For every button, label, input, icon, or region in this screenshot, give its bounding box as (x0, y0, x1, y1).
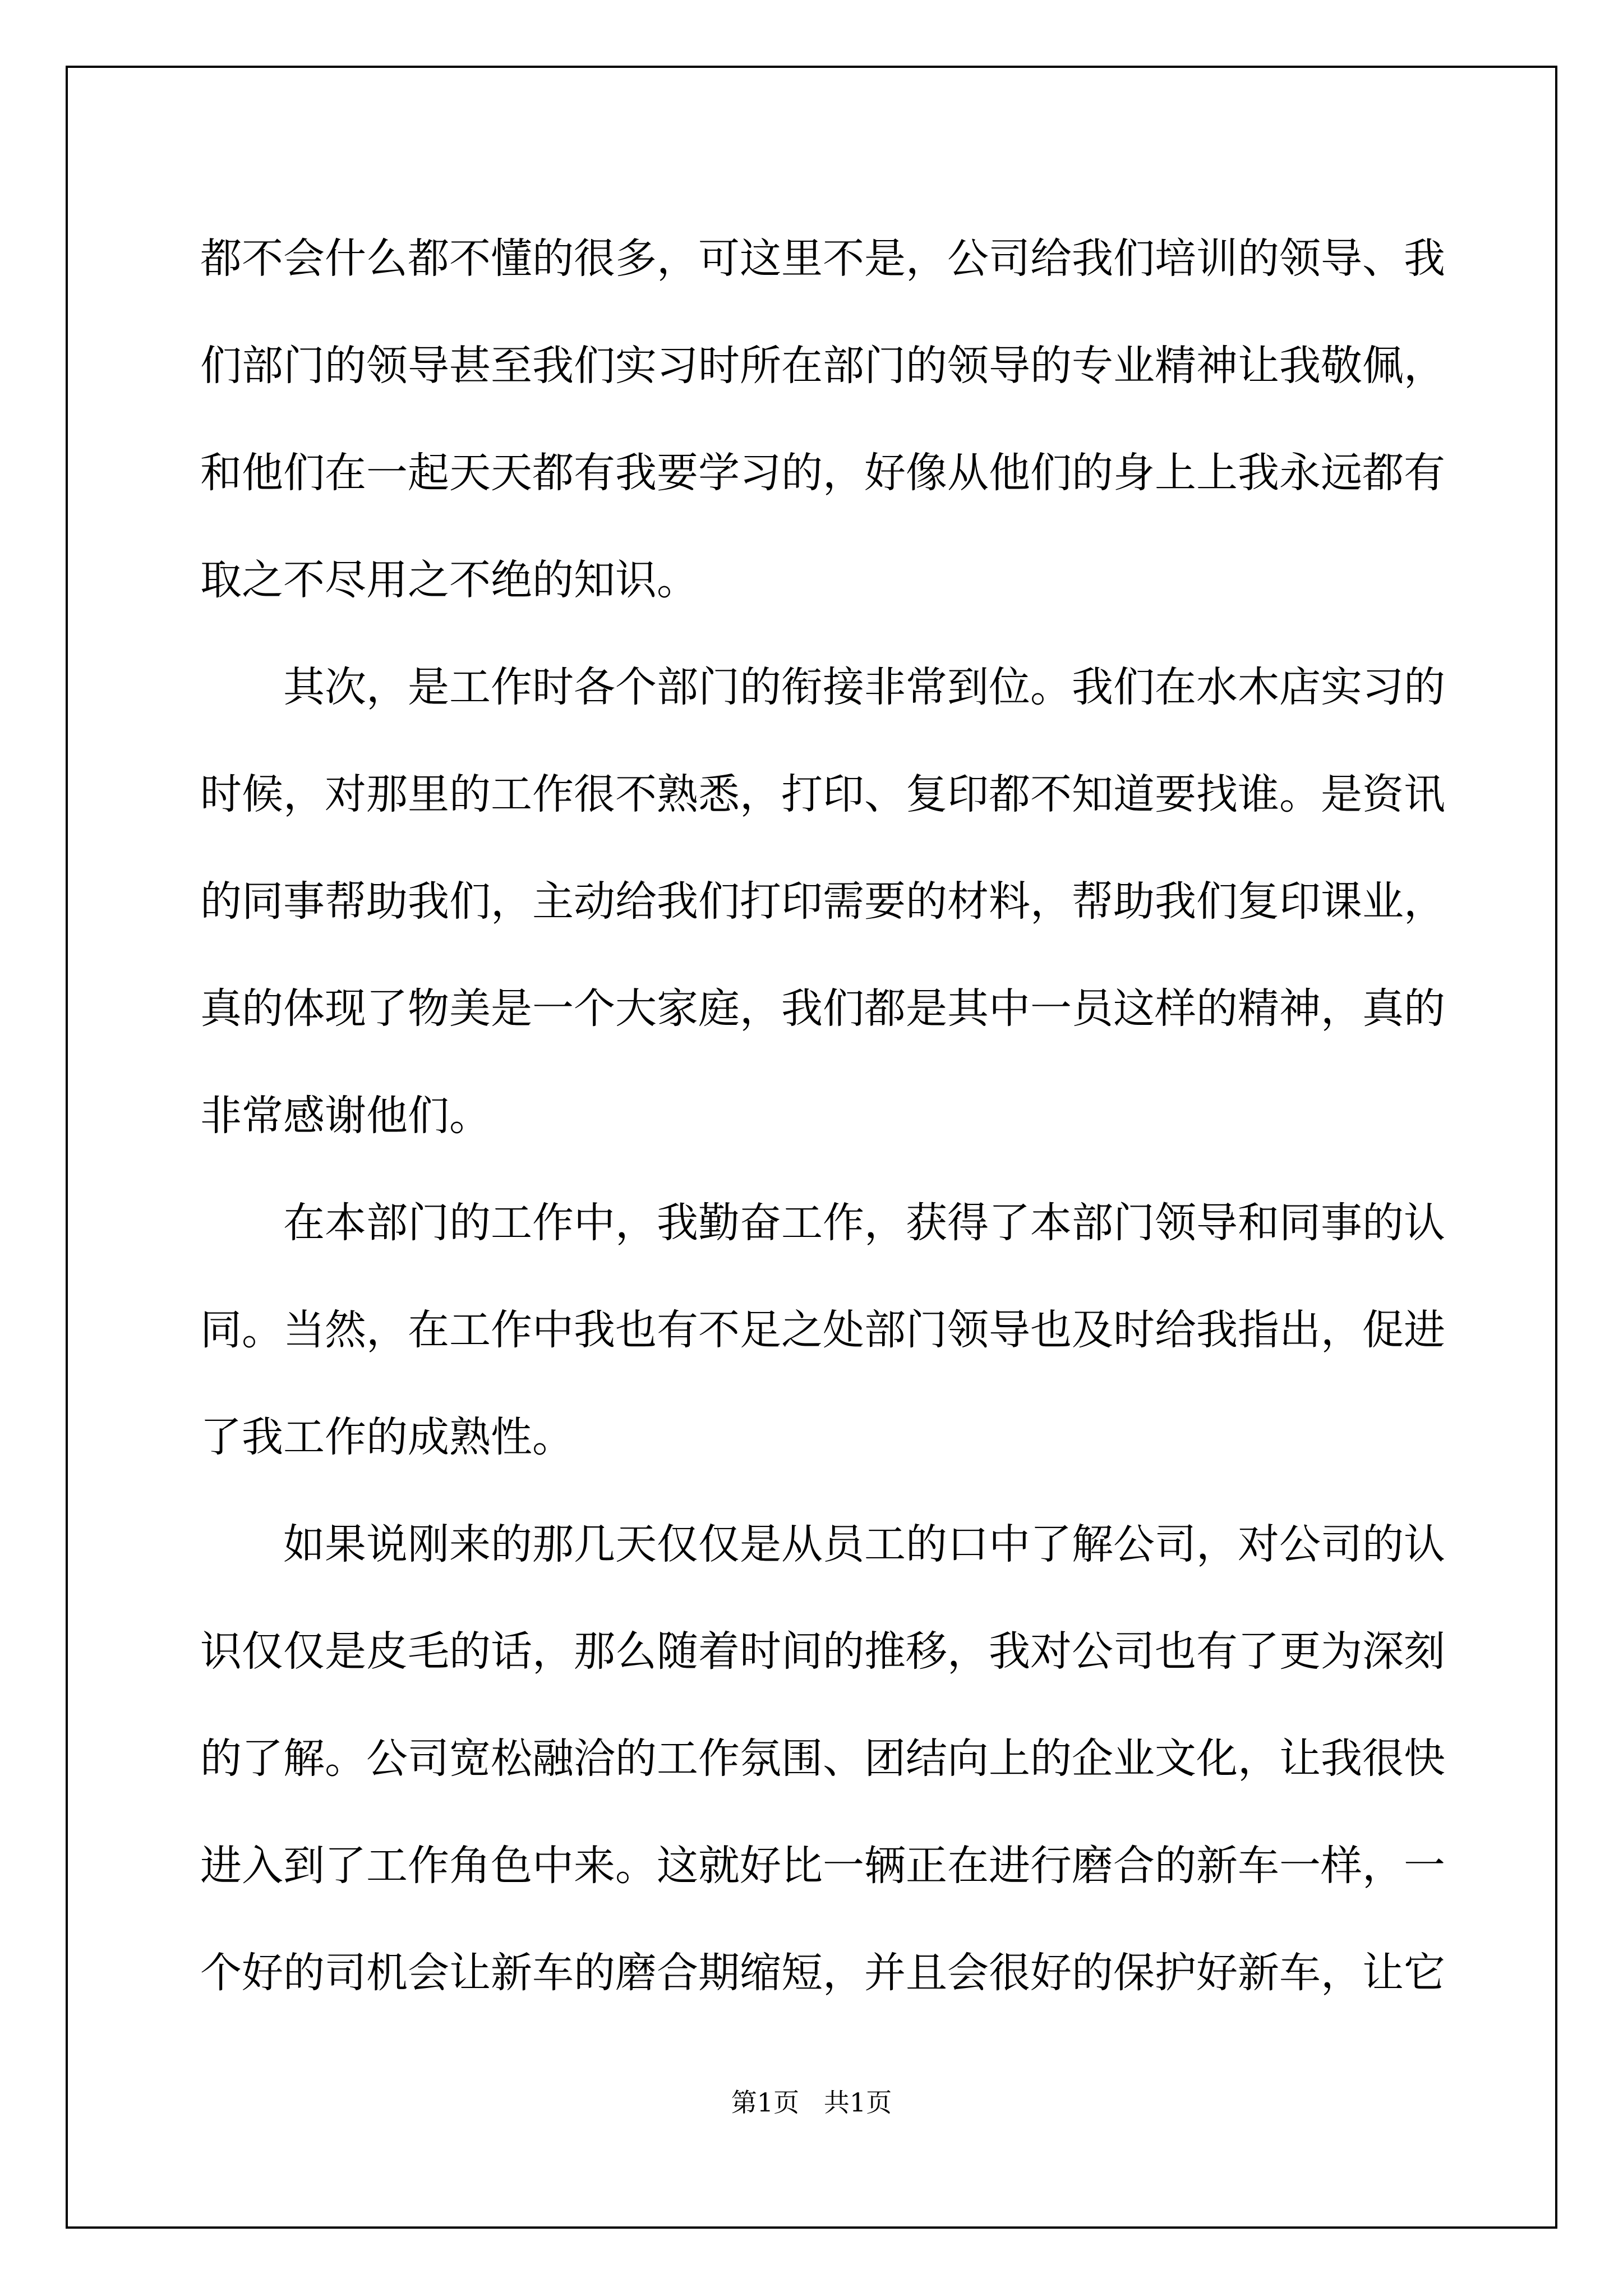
text-line: 识仅仅是皮毛的话，那么随着时间的推移，我对公司也有了更为深刻 (200, 1627, 1445, 1676)
text-line: 们部门的领导甚至我们实习时所在部门的领导的专业精神让我敬佩， (200, 342, 1445, 390)
text-line: 进入到了工作角色中来。这就好比一辆正在进行磨合的新车一样，一 (200, 1842, 1445, 1890)
text-line: 其次，是工作时各个部门的衔接非常到位。我们在水木店实习的 (283, 663, 1445, 711)
page-footer: 第1页 共1页 (731, 2087, 892, 2118)
text-line: 在本部门的工作中，我勤奋工作，获得了本部门领导和同事的认 (283, 1199, 1445, 1247)
text-line: 和他们在一起天天都有我要学习的，好像从他们的身上上我永远都有 (200, 449, 1445, 497)
text-line: 如果说刚来的那几天仅仅是从员工的口中了解公司，对公司的认 (283, 1520, 1445, 1568)
text-line: 的了解。公司宽松融洽的工作氛围、团结向上的企业文化，让我很快 (200, 1734, 1445, 1783)
text-line: 时候，对那里的工作很不熟悉，打印、复印都不知道要找谁。是资讯 (200, 770, 1445, 818)
text-line: 取之不尽用之不绝的知识。 (200, 556, 698, 604)
document-body (200, 205, 1445, 2027)
text-line: 个好的司机会让新车的磨合期缩短，并且会很好的保护好新车，让它 (200, 1949, 1445, 1997)
text-line: 的同事帮助我们，主动给我们打印需要的材料，帮助我们复印课业， (200, 877, 1445, 926)
text-line: 了我工作的成熟性。 (200, 1413, 574, 1461)
text-line: 都不会什么都不懂的很多，可这里不是，公司给我们培训的领导、我 (200, 234, 1445, 283)
text-line: 真的体现了物美是一个大家庭，我们都是其中一员这样的精神，真的 (200, 984, 1445, 1033)
text-line: 非常感谢他们。 (200, 1092, 491, 1140)
text-line: 同。当然，在工作中我也有不足之处部门领导也及时给我指出，促进 (200, 1306, 1445, 1354)
